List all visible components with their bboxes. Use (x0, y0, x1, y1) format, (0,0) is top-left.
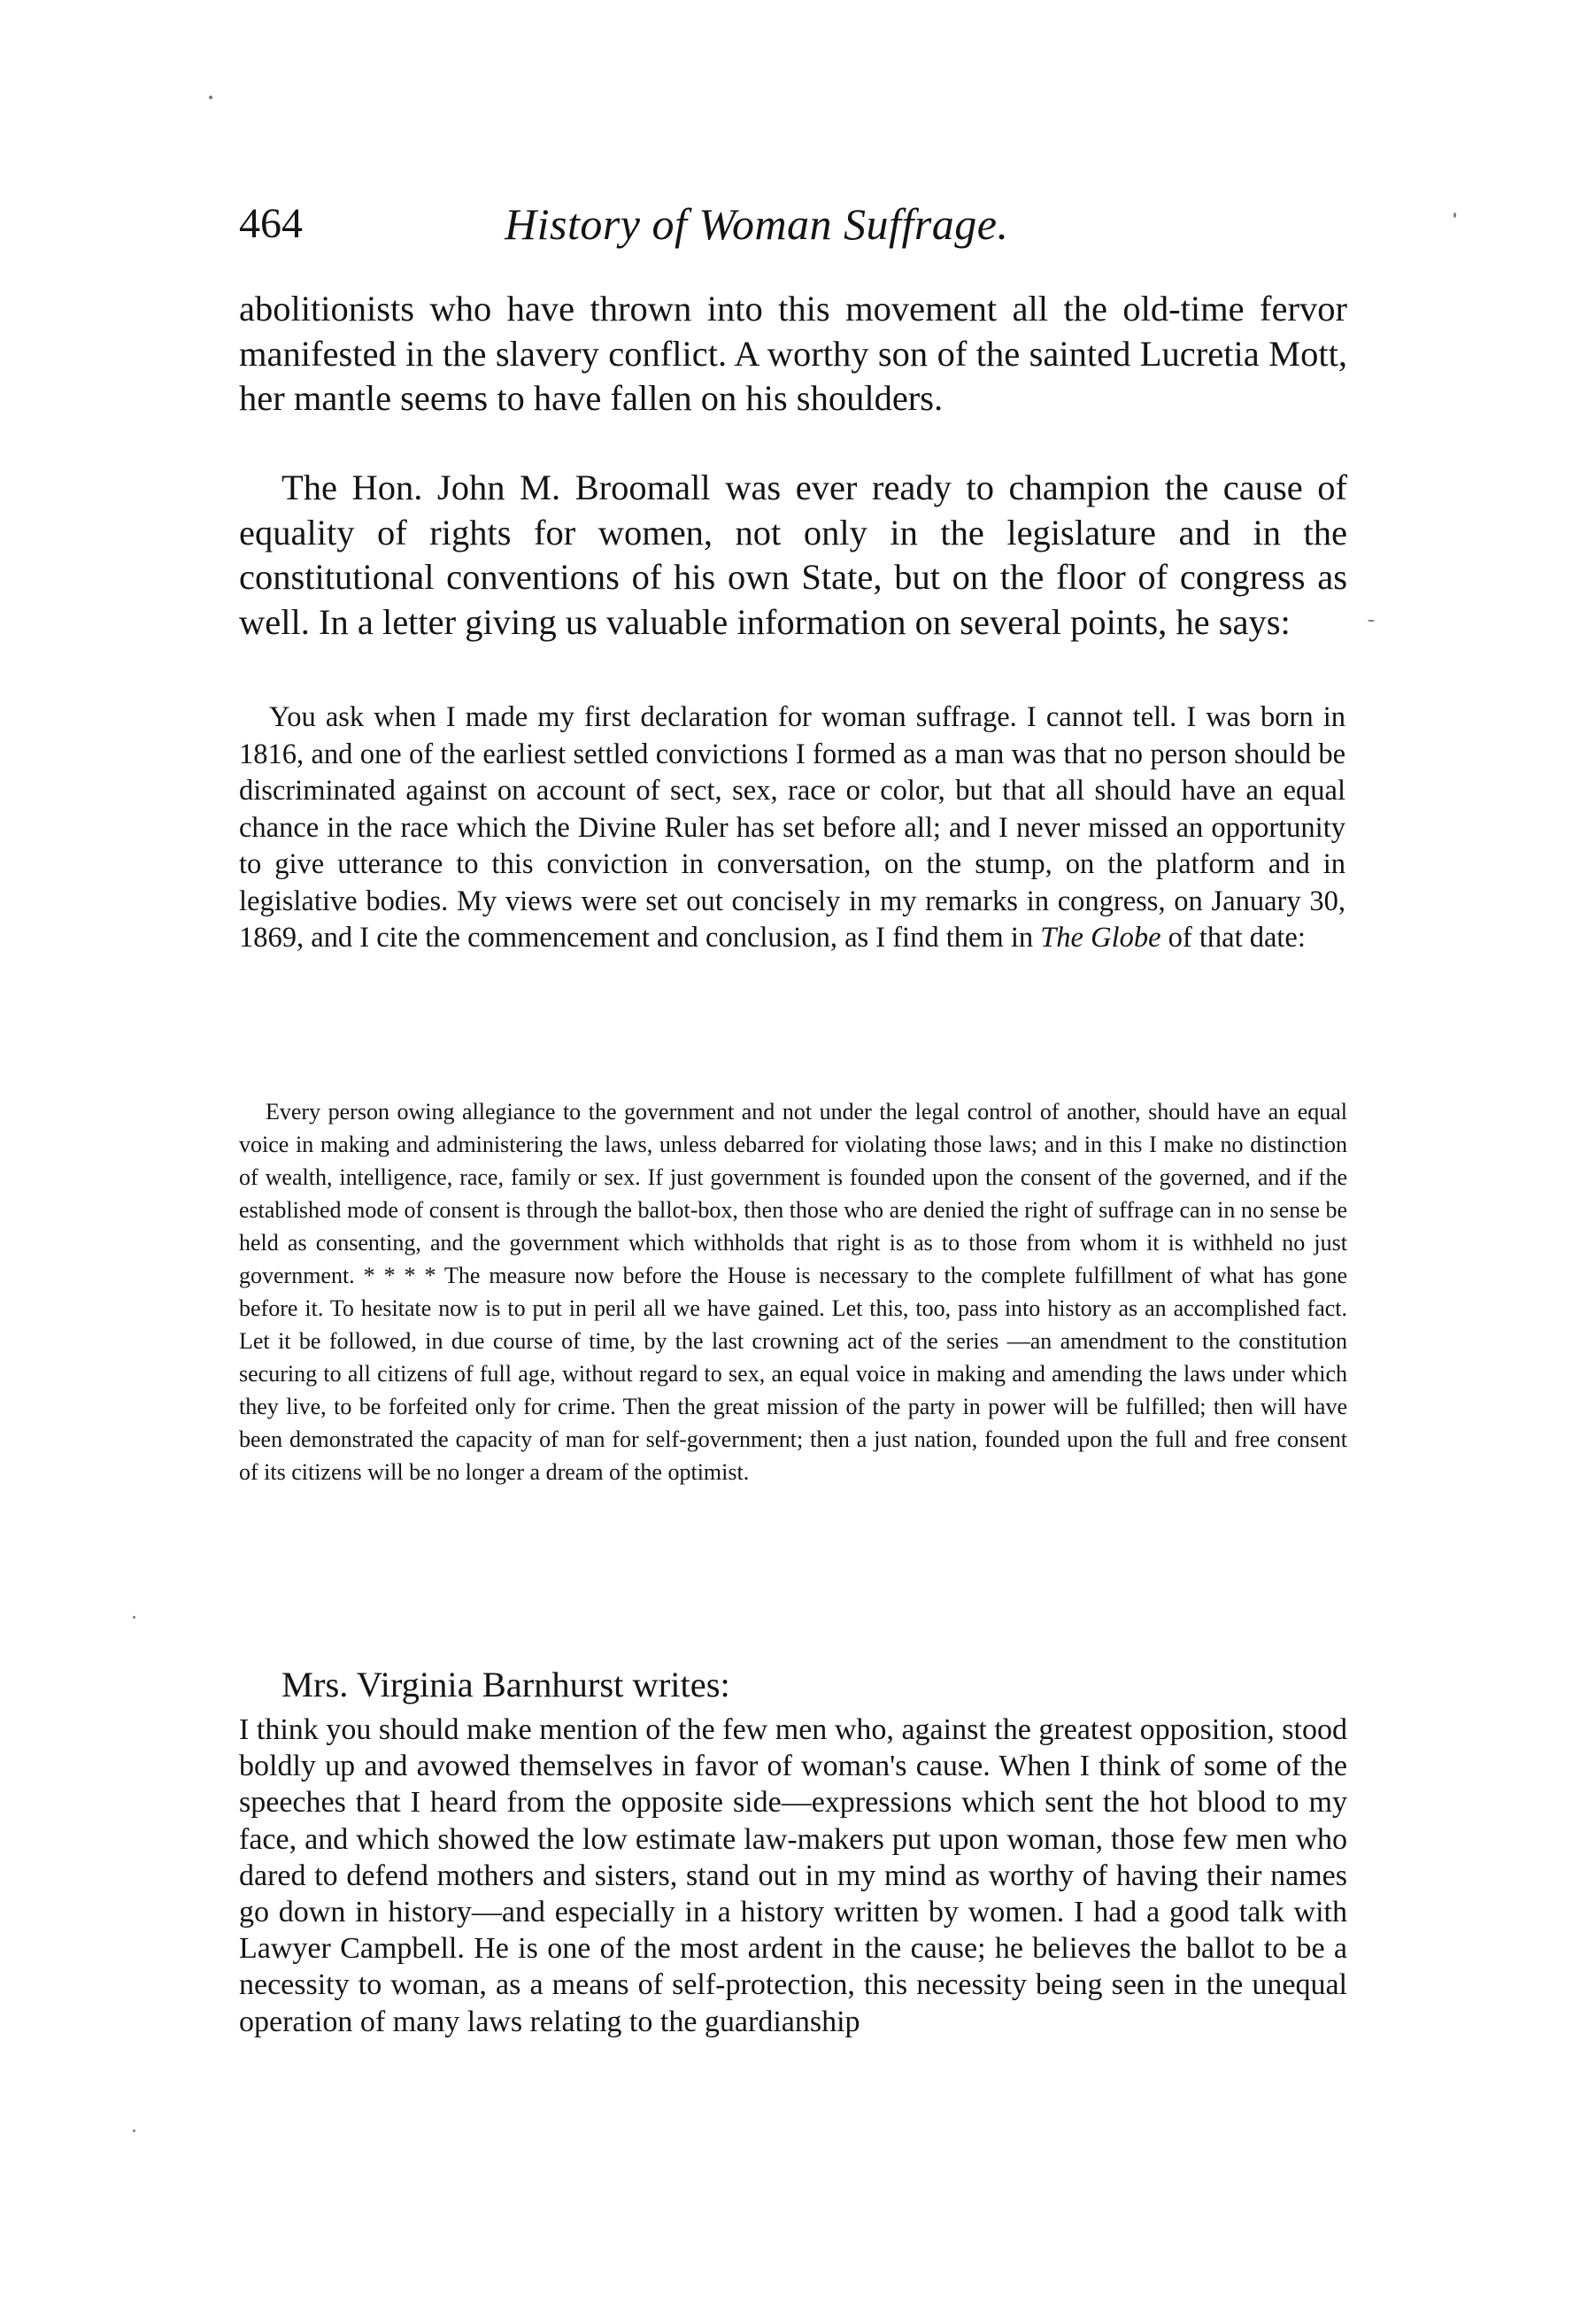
scan-speck (1368, 620, 1375, 622)
heading-text: Mrs. Virginia Barnhurst writes: (281, 1665, 730, 1704)
quote-text (239, 699, 1345, 957)
page-number: 464 (239, 200, 303, 247)
quote-barnhurst-letter (239, 1712, 1347, 2040)
quote-text-part: You ask when I made my first declaration for woman suffrage. I cannot tell. I was born in 1816, and one of the earliest settled convictions I formed as a man was that no person should be discriminated against on account of sect, sex, race or color, but that all should have an equal chance in the race which the Divine Ruler has set before all; and I never missed an opportunity to give utterance to this conviction in conversation, on the stump, on the platform and in legislative bodies. My views were set out concisely in my remarks in congress, on January 30, 1869, and I cite the commencement and conclusion, as I find them in (239, 701, 1345, 954)
running-title: History of Woman Suffrage. (505, 199, 1009, 249)
scan-speck (1453, 213, 1456, 218)
scan-speck (209, 96, 212, 99)
quote-text: I think you should make mention of the few men who, against the greatest opposition, stood boldly up and avowed themselves in favor of woman's cause. When I think of some of the speeches that I heard from the opposite side—expressions which sent the hot blood to my face, and which showed the low estimate law-makers put upon woman, those few men who dared to defend mothers and sisters, stand out in my mind as worthy of having their names go down in history—and especially in a history written by women. I had a good talk with Lawyer Campbell. He is one of the most ardent in the cause; he believes the ballot to be a necessity to woman, as a means of self-protection, this necessity being seen in the unequal operation of many laws relating to the guardianship (239, 1713, 1347, 2038)
paragraph-broomall (239, 466, 1347, 645)
quote-text-part: of that date: (1168, 922, 1306, 954)
scan-speck (133, 2129, 135, 2132)
paragraph-abolitionists (239, 287, 1347, 421)
paragraph-text: abolitionists who have thrown into this movement all the old-time fervor manifested in the slavery conflict. A worthy son of the sainted Lucretia Mott, her mantle seems to have fallen on his shoulders. (239, 289, 1347, 418)
quote-text: Every person owing allegiance to the government and not under the legal control of another, should have an equal voice in making and administering the laws, unless debarred for violating those laws; and in this I make no distinction of wealth, intelligence, race, family or sex. If just government is founded upon the consent of the governed, and if the established mode of consent is through the ballot-box, then those who are denied the right of suffrage can in no sense be held as consenting, and the government which withholds that right is as to those from whom it is withheld no just government. * * * * The measure now before the House is necessary to the complete fulfillment of what has gone before it. To hesitate now is to put in peril all we have gained. Let this, too, pass into history as an accomplished fact. Let it be followed, in due course of time, by the last crowning act of the series —an amendment to the constitution securing to all citizens of full age, without regard to sex, an equal voice in making and amending the laws under which they live, to be forfeited only for crime. Then the great mission of the party in power will be fulfilled; then will have been demonstrated the capacity of man for self-government; then a just nation, founded upon the full and free consent of its citizens will be no longer a dream of the optimist. (239, 1099, 1347, 1485)
quote-broomall-letter (239, 699, 1345, 957)
heading-barnhurst (239, 1663, 1347, 1707)
scan-speck (133, 1616, 135, 1619)
newspaper-title: The Globe (1040, 922, 1161, 954)
quote-congress-remarks (239, 1095, 1347, 1488)
paragraph-text: The Hon. John M. Broomall was ever ready to champion the cause of equality of rights for women, not only in the legislature and in the constitutional conventions of his own State, but on the floor of congress as well. In a letter giving us valuable information on several points, he says: (239, 468, 1347, 642)
running-head (239, 193, 1354, 255)
